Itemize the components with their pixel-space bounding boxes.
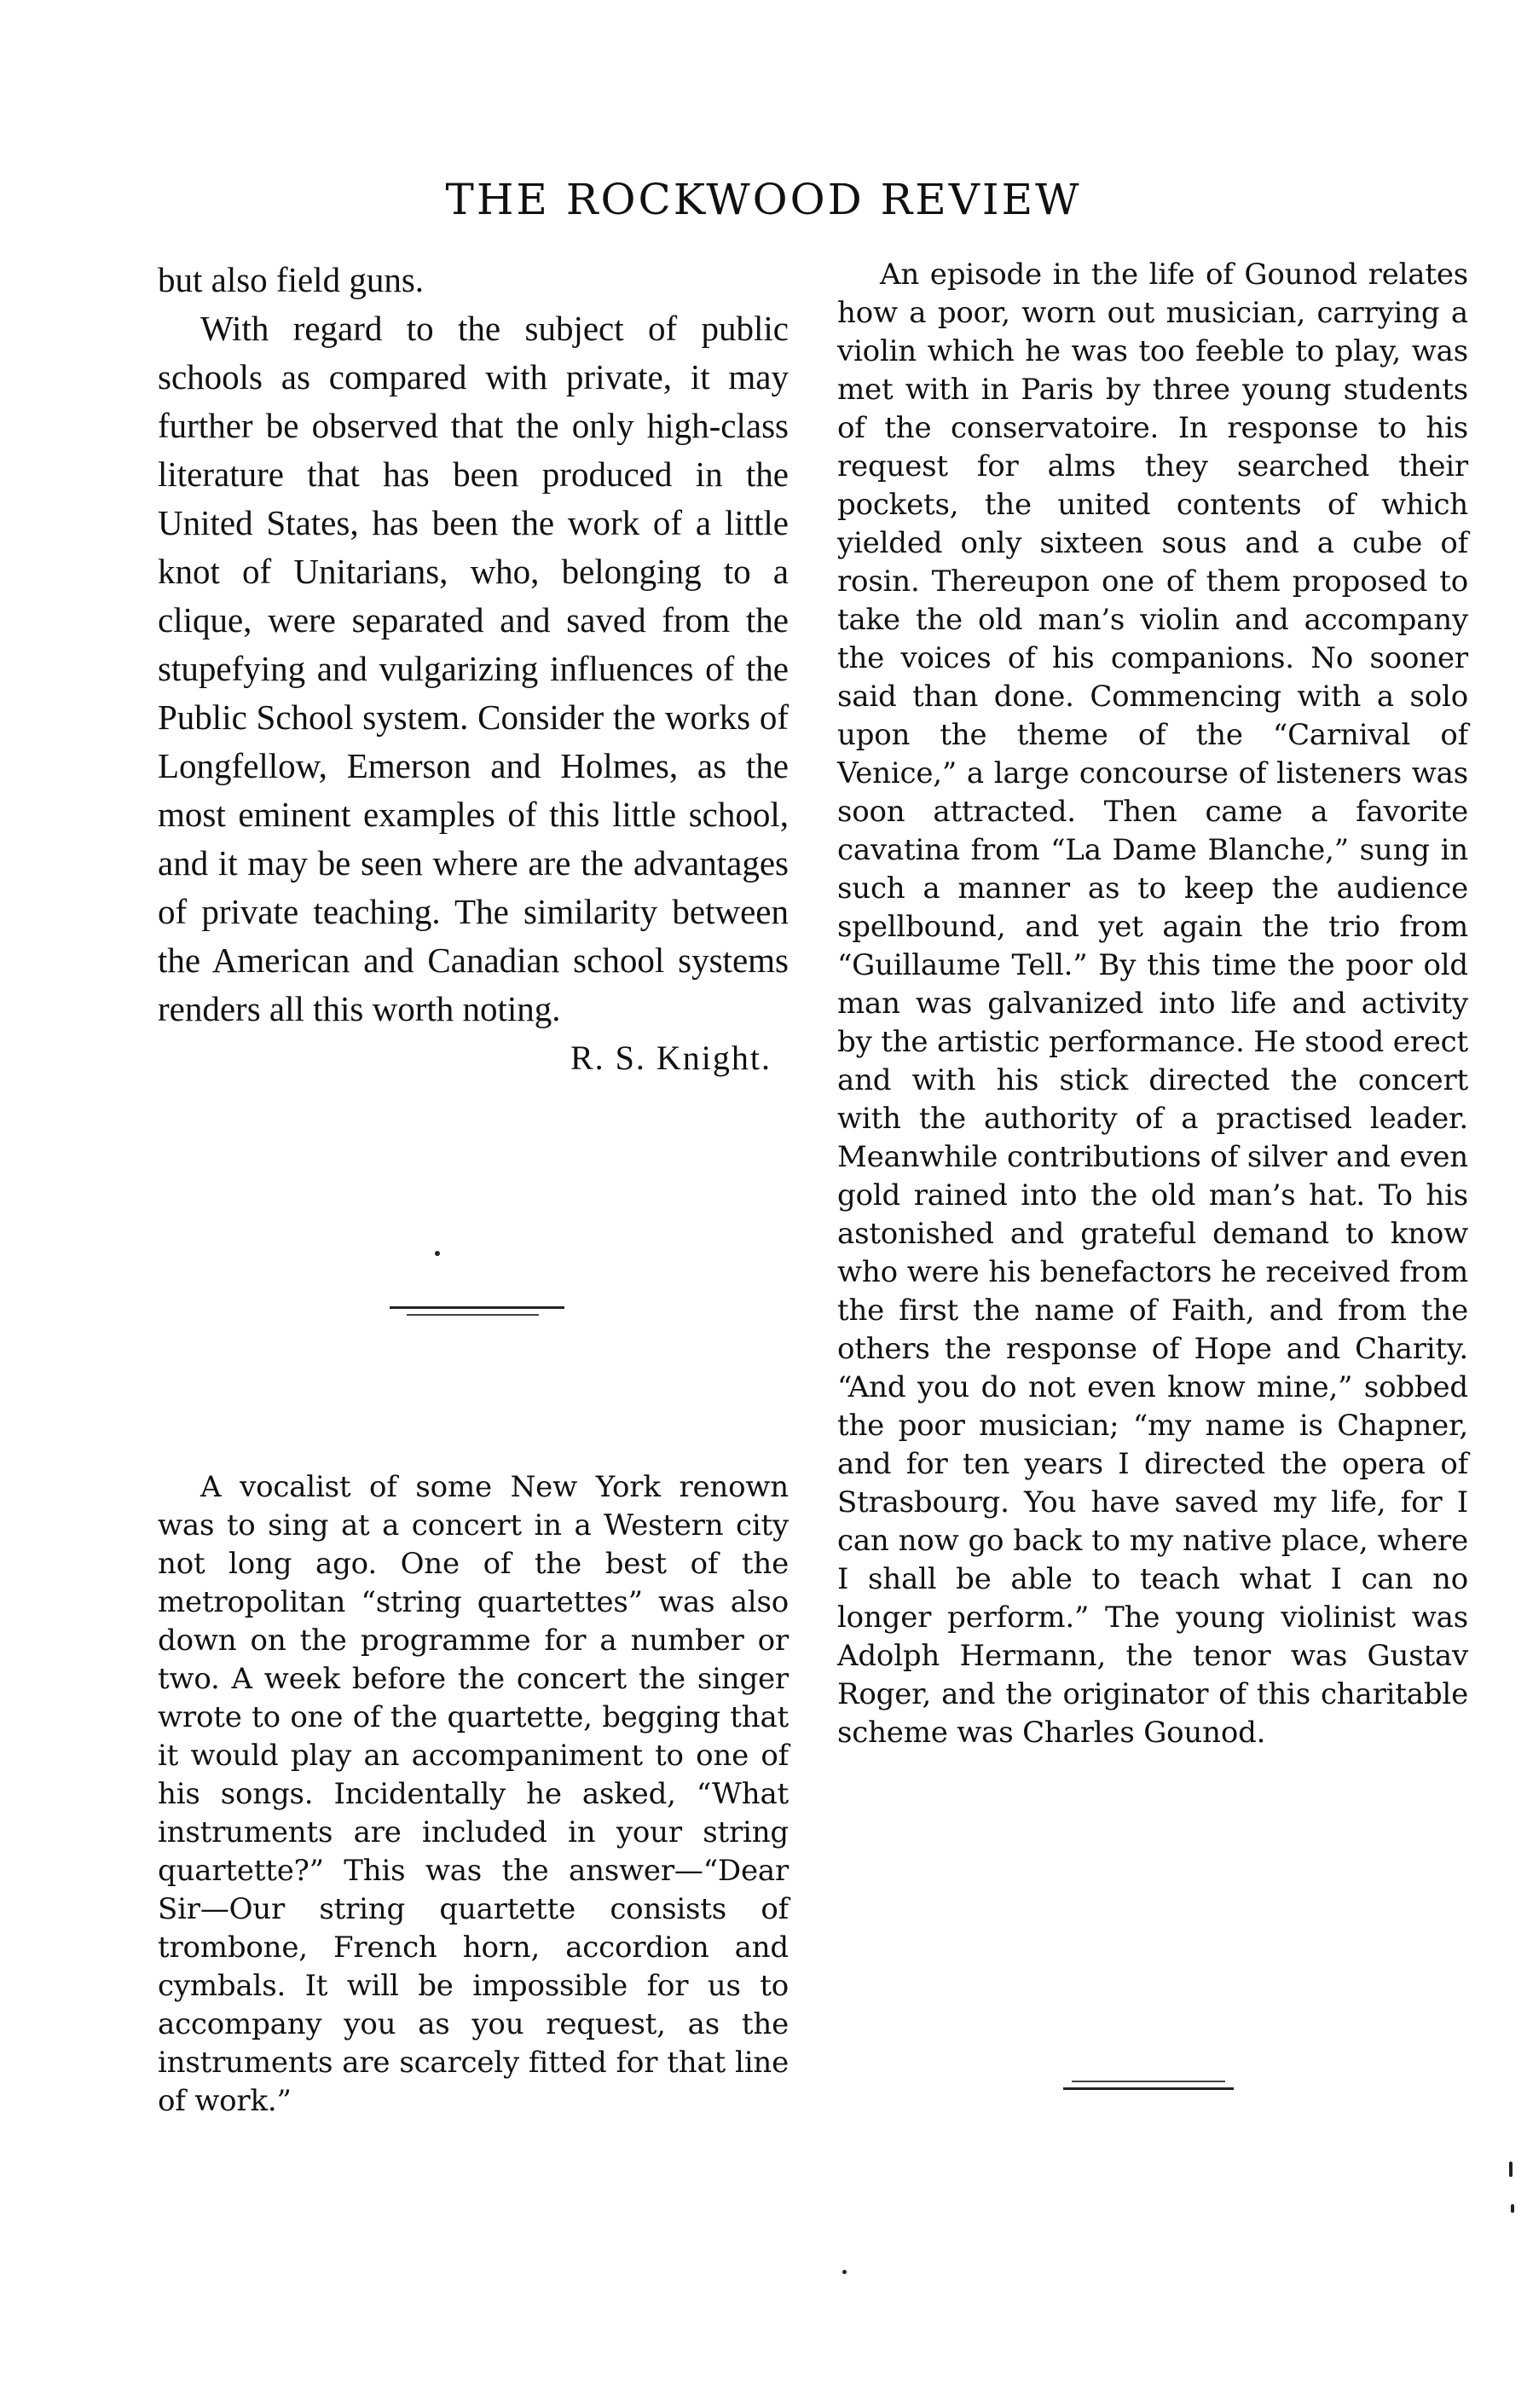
stray-dot <box>435 1251 440 1256</box>
paragraph-gounod-anecdote: An episode in the life of Gounod relates how a poor, worn out musician, carrying a violin which he was too feeble to play, was met with in Paris by three young students of the conservatoire. In response to his request for alms they searched their pockets, the united contents of which yielded only sixteen sous and a cube of rosin. Thereupon one of them proposed to take the old man’s violin and accompany the voices of his companions. No sooner said than done. Commencing with a solo upon the theme of the “Carnival of Venice,” a large concourse of listeners was soon attracted. Then came a favorite cavatina from “La Dame Blanche,” sung in such a manner as to keep the audience spellbound, and yet again the trio from “Guillaume Tell.” By this time the poor old man was galvanized into life and activity by the artistic performance. He stood erect and with his stick directed the concert with the authority of a practised leader. Meanwhile contributions of silver and even gold rained into the old man’s hat. To his astonished and grateful demand to know who were his benefactors he received from the first the name of Faith, and from the others the response of Hope and Charity. “And you do not even know mine,” sobbed the poor musician; “my name is Chapner, and for ten years I directed the opera of Strasbourg. You have saved my life, for I can now go back to my native place, where I shall be able to teach what I can no longer perform.” The young violinist was Adolph Hermann, the tenor was Gustav Roger, and the originator of this charitable scheme was Charles Gounod. <box>837 258 1468 1750</box>
author-signature: R. S. Knight. <box>570 1039 772 1077</box>
edge-mark <box>1511 2204 1514 2213</box>
left-column <box>158 256 789 1082</box>
running-title: THE ROCKWOOD REVIEW <box>445 175 1082 224</box>
paragraph-public-schools: With regard to the subject of public schools as compared with private, it may further be observed that the only high-class literature that has been produced in the United States, has been the work of a little knot of Unitarians, who, belonging to a clique, were separated and saved from the stupefying and vulgarizing influences of the Public School system. Consider the works of Longfellow, Emerson and Holmes, as the most eminent examples of this little school, and it may be seen where are the advantages of private teaching. The similarity between the American and Canadian school systems renders all this worth noting. <box>158 309 789 1028</box>
stray-dot <box>842 2270 847 2274</box>
edge-mark <box>1509 2162 1513 2177</box>
left-column-article <box>158 1468 789 2121</box>
paragraph-vocalist-anecdote: A vocalist of some New York renown was to sing at a concert in a Western city not long ago. One of the best of the metropolitan “string quartettes” was also down on the programme for a number or two. A week before the concert the singer wrote to one of the quartette, begging that it would play an accompaniment to one of his songs. Incidentally he asked, “What instruments are included in your string quartette?” This was the answer—“Dear Sir—Our string quartette consists of trombone, French horn, accordion and cymbals. It will be impossible for us to accompany you as you request, as the instruments are scarcely fitted for that line of work.” <box>158 1470 789 2118</box>
paragraph-continuation: but also field guns. <box>158 260 425 299</box>
right-column <box>837 256 1468 1752</box>
